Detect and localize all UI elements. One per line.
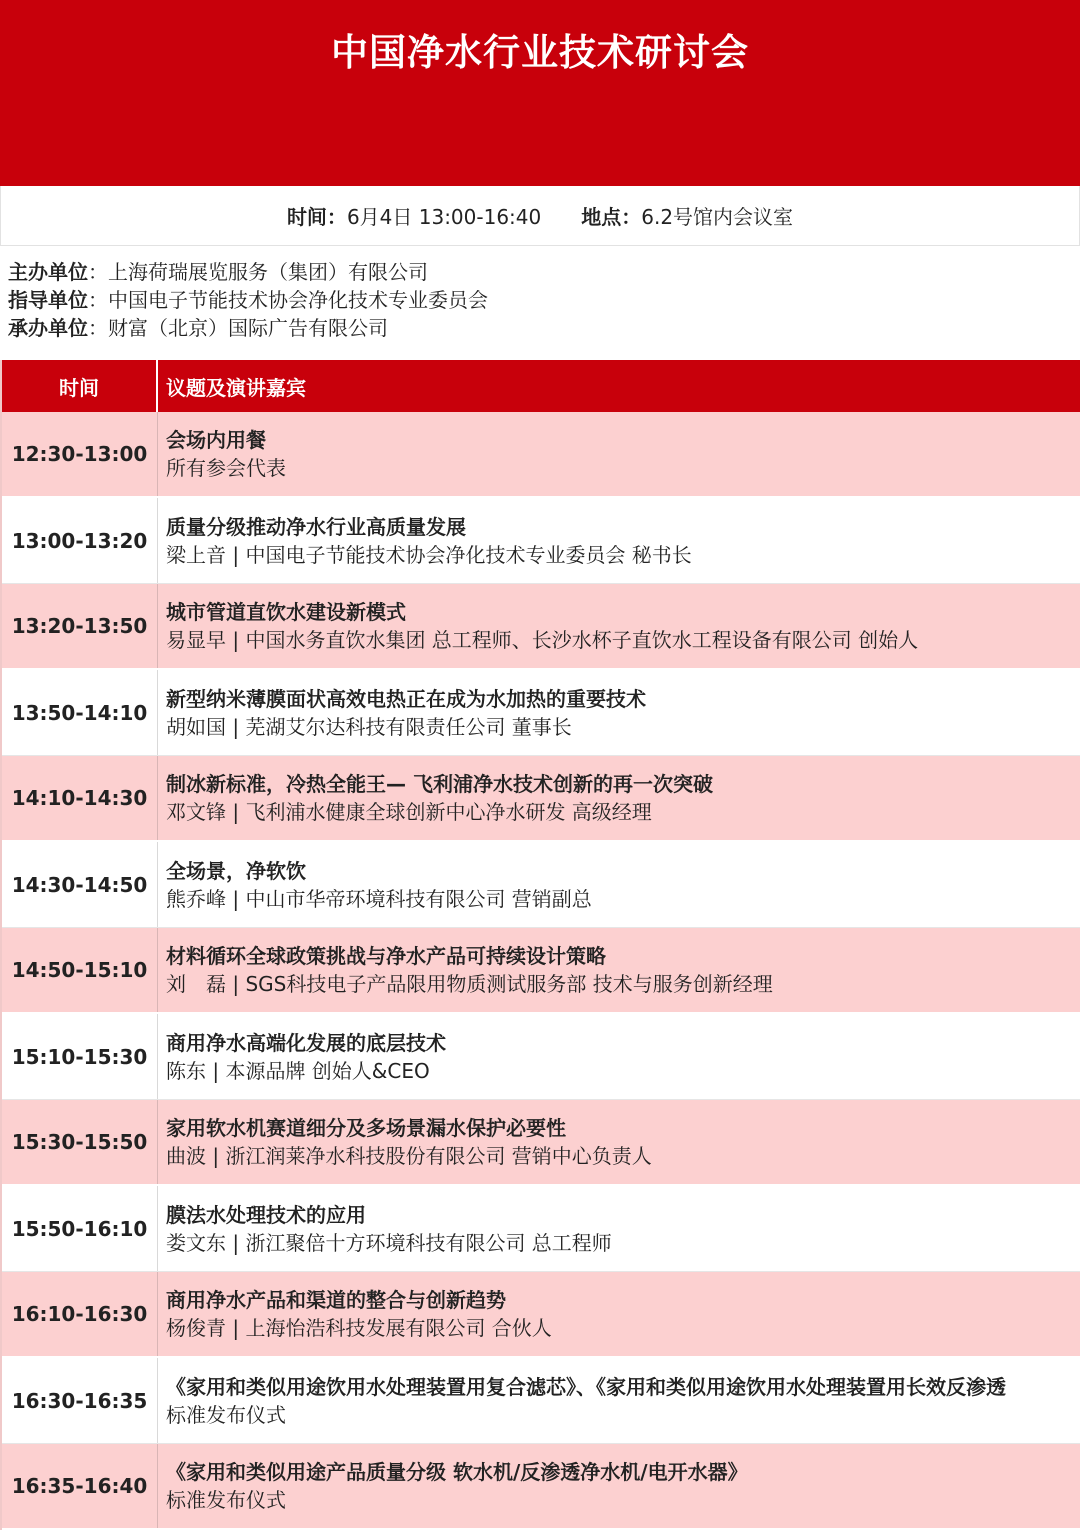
topic-speaker: 杨俊青 | 上海怡浩科技发展有限公司 合伙人 xyxy=(166,1316,552,1340)
topic-title: 新型纳米薄膜面状高效电热正在成为水加热的重要技术 xyxy=(166,686,646,711)
topic-speaker: 曲波 | 浙江润莱净水科技股份有限公司 营销中心负责人 xyxy=(166,1144,652,1168)
row-topic xyxy=(158,842,1080,927)
info-bar xyxy=(0,186,1080,246)
topic-speaker: 陈东 | 本源品牌 创始人&CEO xyxy=(166,1058,430,1083)
topic-speaker: 梁上音 | 中国电子节能技术协会净化技术专业委员会 秘书长 xyxy=(166,542,692,567)
guide-label: 指导单位 xyxy=(8,288,88,312)
table-row xyxy=(2,498,1080,584)
topic-speaker: 易显早 | 中国水务直饮水集团 总工程师、长沙水杯子直饮水工程设备有限公司 创始人 xyxy=(166,628,919,652)
row-time: 16:10-16:30 xyxy=(2,1272,158,1356)
row-topic xyxy=(158,1358,1080,1443)
time-value: 6月4日 13:00-16:40 xyxy=(346,205,542,229)
topic-title: 城市管道直饮水建设新模式 xyxy=(166,600,406,624)
table-row xyxy=(2,756,1080,842)
topic-speaker: 胡如国 | 芜湖艾尔达科技有限责任公司 董事长 xyxy=(166,714,572,739)
topic-title: 会场内用餐 xyxy=(166,428,266,452)
page-title: 中国净水行业技术研讨会 xyxy=(331,31,749,74)
table-row xyxy=(2,1100,1080,1186)
topic-title: 《家用和类似用途产品质量分级 软水机/反渗透净水机/电开水器》 xyxy=(166,1460,748,1484)
table-row xyxy=(2,928,1080,1014)
place-value: 6.2号馆内会议室 xyxy=(641,205,794,229)
topic-speaker: 娄文东 | 浙江聚倍十方环境科技有限公司 总工程师 xyxy=(166,1230,612,1255)
table-row xyxy=(2,842,1080,928)
topic-speaker: 标准发布仪式 xyxy=(166,1488,286,1512)
title-banner xyxy=(0,0,1080,186)
topic-speaker: 刘 磊 | SGS科技电子产品限用物质测试服务部 技术与服务创新经理 xyxy=(166,972,773,996)
host-value: ：财富（北京）国际广告有限公司 xyxy=(88,316,388,340)
row-topic xyxy=(158,670,1080,755)
table-row xyxy=(2,1186,1080,1272)
row-time: 14:30-14:50 xyxy=(2,842,158,927)
host-label: 承办单位 xyxy=(8,316,88,340)
row-time: 15:30-15:50 xyxy=(2,1100,158,1184)
topic-title: 家用软水机赛道细分及多场景漏水保护必要性 xyxy=(166,1116,566,1140)
table-header xyxy=(2,360,1080,412)
table-row xyxy=(2,1272,1080,1358)
organizer-line xyxy=(8,258,1068,286)
table-row xyxy=(2,412,1080,498)
row-topic xyxy=(158,756,1080,840)
topic-title: 《家用和类似用途饮用水处理装置用复合滤芯》、《家用和类似用途饮用水处理装置用长效反渗透 xyxy=(166,1374,1006,1399)
organizer-label: 主办单位 xyxy=(8,260,88,284)
organizer-value: ：上海荷瑞展览服务（集团）有限公司 xyxy=(88,260,428,284)
row-time: 15:10-15:30 xyxy=(2,1014,158,1099)
table-row xyxy=(2,584,1080,670)
place-label: 地点： xyxy=(581,205,642,229)
row-topic xyxy=(158,1272,1080,1356)
topic-speaker: 标准发布仪式 xyxy=(166,1402,286,1427)
row-topic xyxy=(158,412,1080,496)
guide-line xyxy=(8,286,1068,314)
topic-title: 质量分级推动净水行业高质量发展 xyxy=(166,514,466,539)
header-topic: 议题及演讲嘉宾 xyxy=(166,375,306,400)
topic-speaker: 所有参会代表 xyxy=(166,456,286,480)
topic-speaker: 邓文锋 | 飞利浦水健康全球创新中心净水研发 高级经理 xyxy=(166,800,652,824)
organizers xyxy=(8,258,1068,342)
table-row xyxy=(2,1444,1080,1530)
topic-title: 商用净水高端化发展的底层技术 xyxy=(166,1030,446,1055)
time-label: 时间： xyxy=(286,205,347,229)
topic-title: 商用净水产品和渠道的整合与创新趋势 xyxy=(166,1288,506,1312)
row-topic xyxy=(158,1186,1080,1271)
table-row xyxy=(2,1358,1080,1444)
table-row xyxy=(2,670,1080,756)
host-line xyxy=(8,314,1068,342)
row-time: 14:50-15:10 xyxy=(2,928,158,1012)
topic-title: 材料循环全球政策挑战与净水产品可持续设计策略 xyxy=(166,944,606,968)
row-time: 15:50-16:10 xyxy=(2,1186,158,1271)
row-topic xyxy=(158,498,1080,583)
topic-title: 全场景，净软饮 xyxy=(166,858,306,883)
row-topic xyxy=(158,1014,1080,1099)
row-time: 13:50-14:10 xyxy=(2,670,158,755)
topic-title: 制冰新标准，冷热全能王— 飞利浦净水技术创新的再一次突破 xyxy=(166,772,713,796)
row-time: 13:00-13:20 xyxy=(2,498,158,583)
table-row xyxy=(2,1014,1080,1100)
row-topic xyxy=(158,1444,1080,1528)
row-time: 12:30-13:00 xyxy=(2,412,158,496)
guide-value: ：中国电子节能技术协会净化技术专业委员会 xyxy=(88,288,488,312)
agenda-table xyxy=(0,360,1080,1530)
topic-title: 膜法水处理技术的应用 xyxy=(166,1202,366,1227)
row-topic xyxy=(158,928,1080,1012)
row-time: 16:30-16:35 xyxy=(2,1358,158,1443)
topic-speaker: 熊乔峰 | 中山市华帝环境科技有限公司 营销副总 xyxy=(166,886,592,911)
row-time: 14:10-14:30 xyxy=(2,756,158,840)
row-time: 16:35-16:40 xyxy=(2,1444,158,1528)
row-time: 13:20-13:50 xyxy=(2,584,158,668)
row-topic xyxy=(158,584,1080,668)
row-topic xyxy=(158,1100,1080,1184)
header-time: 时间 xyxy=(2,360,158,412)
